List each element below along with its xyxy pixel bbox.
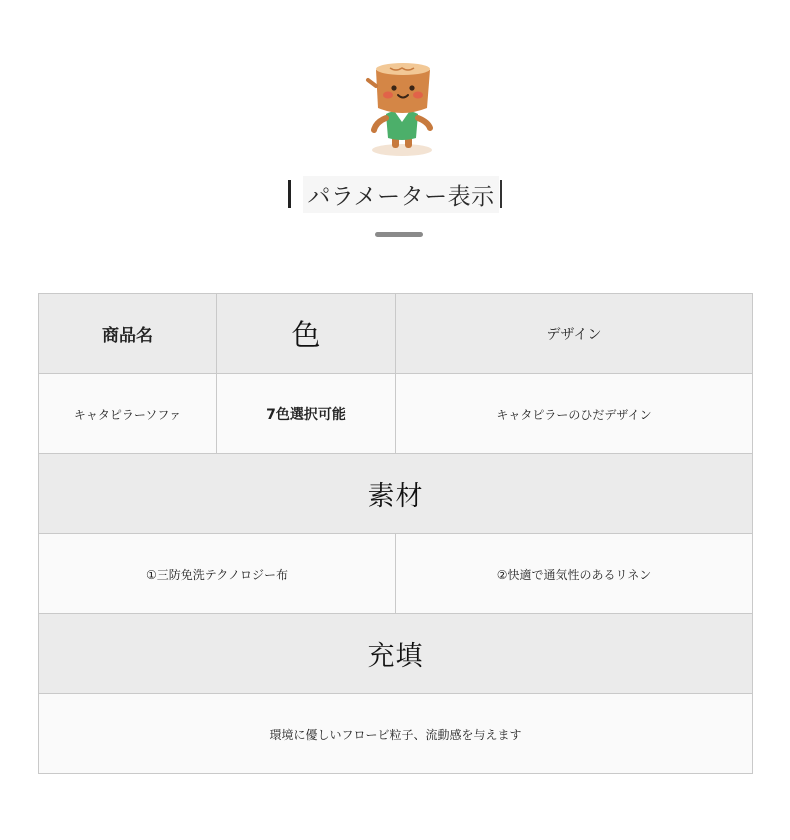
material-value-cell-1: ①三防免洗テクノロジー布 xyxy=(39,534,396,614)
text-cursor xyxy=(500,180,502,208)
title-underline xyxy=(375,232,423,237)
material-label-cell: 素材 xyxy=(39,454,753,534)
header-cell-color: 色 xyxy=(217,294,396,374)
table-header-row xyxy=(39,294,753,374)
value-cell-color: 7色選択可能 xyxy=(217,374,396,454)
parameter-table xyxy=(38,293,753,774)
page-heading xyxy=(0,174,790,214)
heading-accent-bar xyxy=(288,180,291,208)
page-title: パラメーター表示 xyxy=(303,176,498,213)
material-value-row xyxy=(39,534,753,614)
material-value-cell-2: ②快適で通気性のあるリネン xyxy=(396,534,753,614)
header-cell-design: デザイン xyxy=(396,294,753,374)
header-cell-product-name: 商品名 xyxy=(39,294,217,374)
filling-section-row xyxy=(39,614,753,694)
filling-label-cell: 充填 xyxy=(39,614,753,694)
material-section-row xyxy=(39,454,753,534)
tree-stump-mascot-icon xyxy=(364,58,440,158)
value-cell-design: キャタピラーのひだデザイン xyxy=(396,374,753,454)
filling-value-row xyxy=(39,694,753,774)
value-cell-product-name: キャタピラーソファ xyxy=(39,374,217,454)
filling-value-cell: 環境に優しいフロービ粒子、流動感を与えます xyxy=(39,694,753,774)
table-value-row xyxy=(39,374,753,454)
